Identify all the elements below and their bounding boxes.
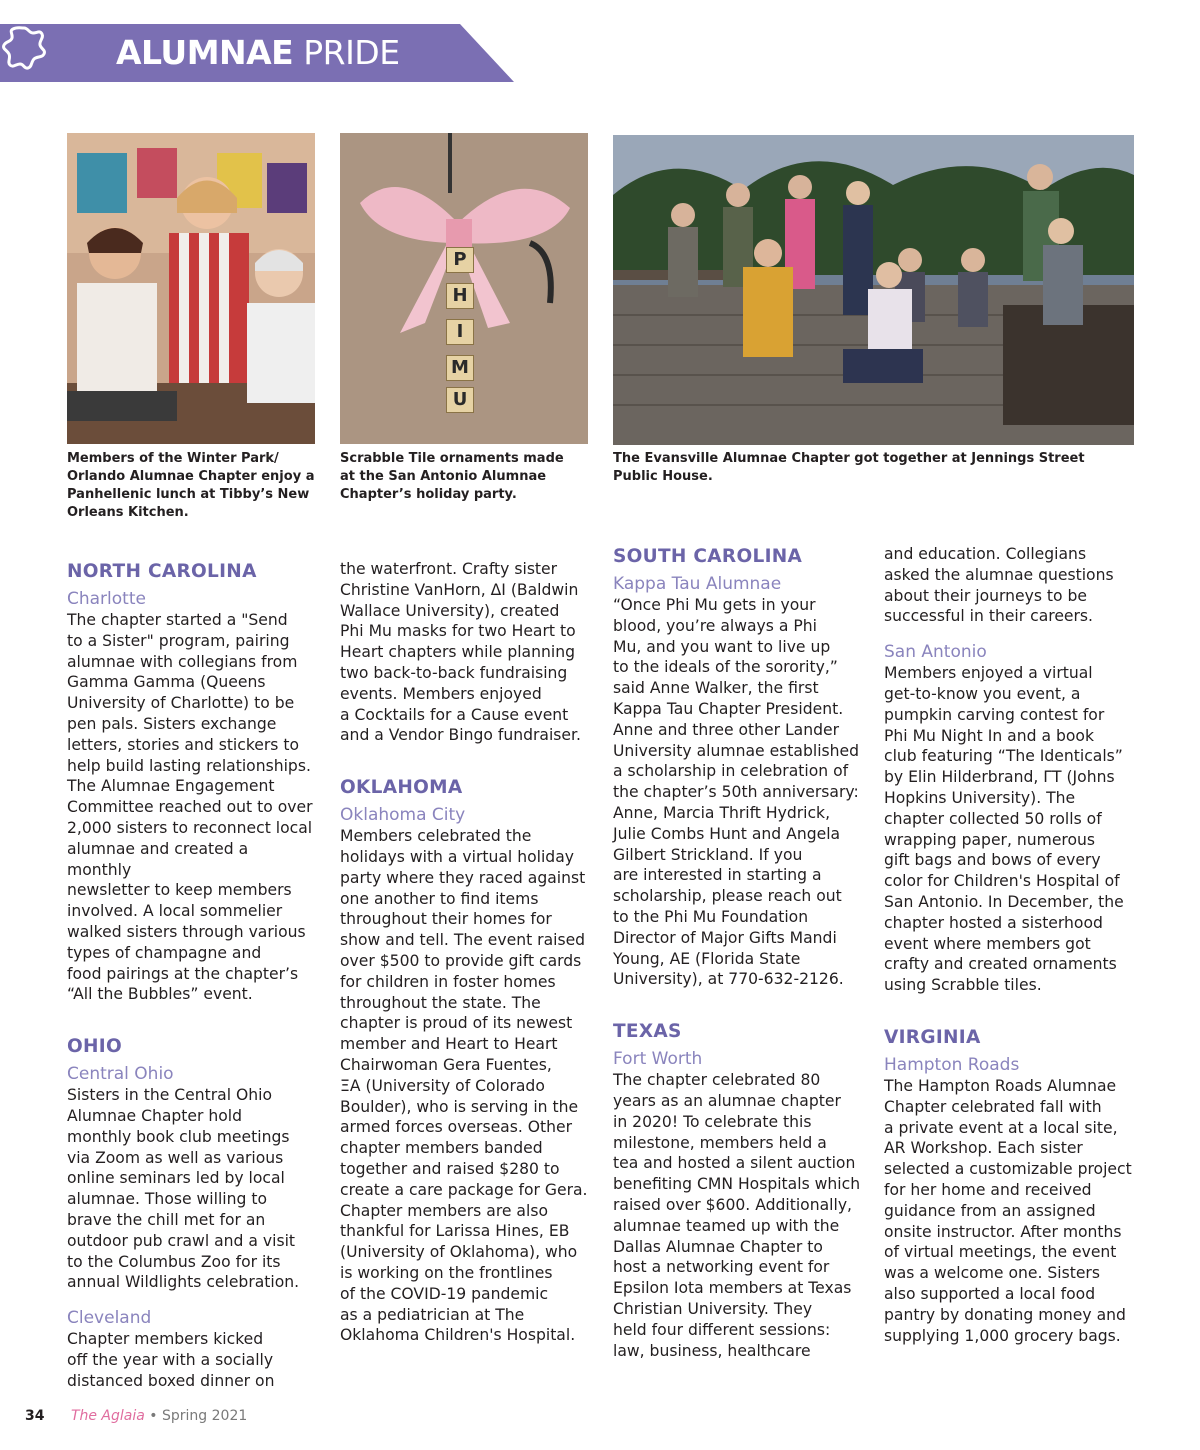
article-column-4 [884,544,1134,1346]
photo-evansville-group [613,135,1134,445]
scrabble-tile: H [446,283,474,309]
city-heading-san-antonio: San Antonio [884,642,987,663]
state-heading-texas: TEXAS [613,1021,682,1043]
photo-caption: Members of the Winter Park/ Orlando Alumnae Chapter enjoy a Panhellenic lunch at Tibby’s New Orleans Kitchen. [67,451,315,520]
article-column-1 [67,560,317,1392]
state-heading-south-carolina: SOUTH CAROLINA [613,546,803,567]
section-banner [0,24,514,82]
article-text-central-ohio: Sisters in the Central Ohio Alumnae Chapter hold monthly book club meetings via Zoom as well as various online seminars led by local alumnae. Those willing to brave the chill met for an outdoor pub crawl and a visit to the Columbus Zoo for its annual Wildlights celebration. [67,1086,300,1292]
article-column-2 [340,559,590,1346]
page-footer [25,1406,247,1426]
city-heading-kappa-tau: Kappa Tau Alumnae [613,574,782,594]
title-bold: ALUMNAE [116,33,294,72]
photo-winter-park-lunch [67,133,315,444]
article-text-cleveland: Chapter members kicked off the year with a socially distanced boxed dinner on [67,1330,275,1390]
article-text-fort-worth-continued: and education. Collegians asked the alumnae questions about their journeys to be successful in their careers. [884,545,1114,626]
issue-label: Spring 2021 [162,1408,248,1424]
state-heading-ohio: OHIO [67,1036,123,1058]
photo-scrabble-ornament [340,133,588,444]
publication-name: The Aglaia [70,1408,145,1424]
city-heading-central-ohio: Central Ohio [67,1064,174,1085]
scrabble-tile: I [446,319,474,345]
article-column-3 [613,545,863,1361]
state-heading-virginia: VIRGINIA [884,1026,981,1048]
state-heading-north-carolina: NORTH CAROLINA [67,561,257,582]
photo-caption: Scrabble Tile ornaments made at the San Antonio Alumnae Chapter’s holiday party. [340,451,564,502]
city-heading-oklahoma-city: Oklahoma City [340,805,466,826]
scrabble-tile: P [446,247,474,273]
footer-separator: • [149,1408,158,1424]
flower-badge-icon [0,24,48,72]
article-text-san-antonio: Members enjoyed a virtual get-to-know you event, a pumpkin carving contest for Phi Mu Night In and a book club featuring “The Identicals” by Elin Hilderbrand, ΓT (Johns Hopkins University). The chapter collected 50 rolls of wrapping paper, numerous gift bags and bows of every color for Children's Hospital of San Antonio. In December, the chapter hosted a sisterhood event where members got crafty and created ornaments using Scrabble tiles. [884,664,1124,995]
article-text-fort-worth: The chapter celebrated 80 years as an alumnae chapter in 2020! To celebrate this milestone, members held a tea and hosted a silent auction benefiting CMN Hospitals which raised over $600. Additionally, alumnae teamed up with the Dallas Alumnae Chapter to host a networking event for Epsilon Iota members at Texas Christian University. They held four different sessions: law, business, healthcare [613,1071,861,1360]
city-heading-fort-worth: Fort Worth [613,1049,703,1070]
page-number: 34 [25,1408,45,1424]
article-text-cleveland-continued: the waterfront. Crafty sister Christine VanHorn, ΔI (Baldwin Wallace University), created Phi Mu masks for two Heart to Heart chapters while planning two back-to-back fundraising events. Members enjoyed a Cocktails for a Cause event and a Vendor Bingo fundraiser. [340,560,581,745]
article-text-kappa-tau: “Once Phi Mu gets in your blood, you’re always a Phi Mu, and you want to live up to the ideals of the sorority,” said Anne Walker, the first Kappa Tau Chapter President. Anne and three other Lander University alumnae established a scholarship in celebration of the chapter’s 50th anniversary: Anne, Marcia Thrift Hydrick, Julie Combs Hunt and Angela Gilbert Strickland. If you are interested in starting a scholarship, please reach out to the Phi Mu Foundation Director of Major Gifts Mandi Young, AE (Florida State University), at 770-632-2126. [613,596,860,989]
scrabble-tile: M [446,355,474,381]
scrabble-tile: U [446,387,474,413]
city-heading-cleveland: Cleveland [67,1308,152,1329]
state-heading-oklahoma: OKLAHOMA [340,777,463,799]
article-text-hampton-roads: The Hampton Roads Alumnae Chapter celebrated fall with a private event at a local site, AR Workshop. Each sister selected a customizable project for her home and received guidance from an assigned onsite instructor. After months of virtual meetings, the event was a welcome one. Sisters also supported a local food pantry by donating money and supplying 1,000 grocery bags. [884,1076,1132,1345]
article-text-oklahoma-city: Members celebrated the holidays with a virtual holiday party where they raced against one another to find items throughout their homes for show and tell. The event raised over $500 to provide gift cards for children in foster homes throughout the state. The chapter is proud of its newest member and Heart to Heart Chairwoman Gera Fuentes, ΞA (University of Colorado Boulder), who is serving in the armed forces overseas. Other chapter members banded together and raised $280 to create a care package for Gera. Chapter members are also thankful for Larissa Hines, EB (University of Oklahoma), who is working on the frontlines of the COVID-19 pandemic as a pediatrician at The Oklahoma Children's Hospital. [340,827,588,1345]
article-text-charlotte: The chapter started a "Send to a Sister" program, pairing alumnae with collegians from Gamma Gamma (Queens University of Charlotte) to be pen pals. Sisters exchange letters, stories and stickers to help build lasting relationships. The Alumnae Engagement Committee reached out to over 2,000 sisters to reconnect local alumnae and created a monthly newsletter to keep members involved. A local sommelier walked sisters through various types of champagne and food pairings at the chapter’s “All the Bubbles” event. [67,611,313,1004]
city-heading-hampton-roads: Hampton Roads [884,1054,1020,1075]
title-light: PRIDE [303,33,400,72]
photo-caption: The Evansville Alumnae Chapter got together at Jennings Street Public House. [613,451,1085,484]
section-title [116,34,400,72]
city-heading-charlotte: Charlotte [67,589,146,609]
